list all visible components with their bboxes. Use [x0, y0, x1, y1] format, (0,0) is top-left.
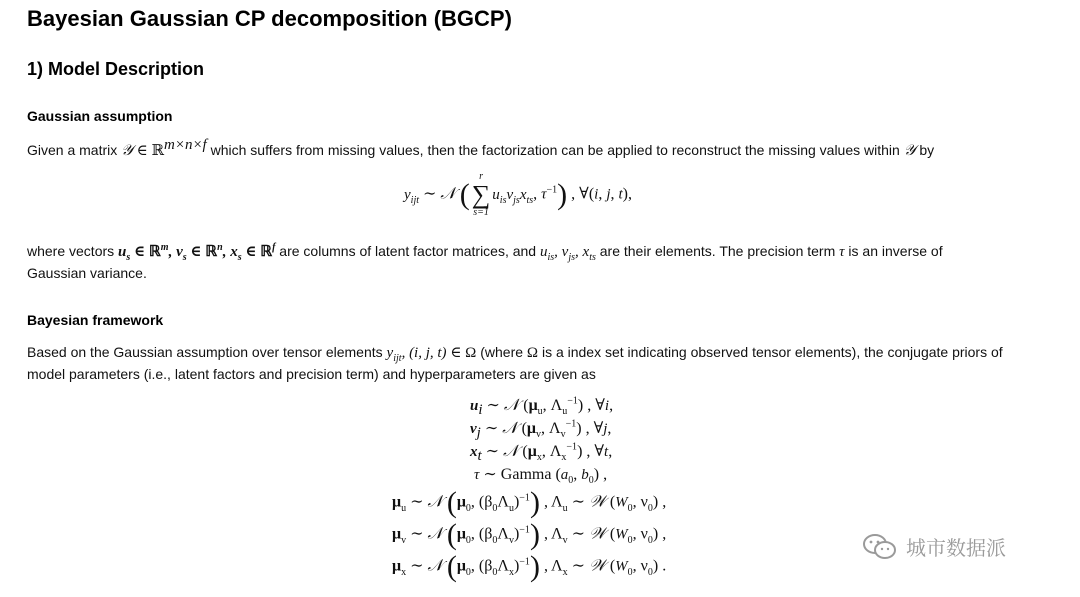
wechat-icon — [862, 533, 898, 561]
gaussian-paragraph-2: where vectors $u_s$ ∈ ℝ$^m$, $v_s$ ∈ ℝ$^n$, $x_s$ ∈ ℝ$^f$ are columns of latent factor matrices, and $u_{is}$, $v_{js}$, $x_{ts}$ are their elements. The precision term τ is an inverse of — [27, 242, 943, 263]
likelihood-equation: $y_{ijt}$ ∼ 𝒩 ( r ∑ s=1 $u_{is}v_{js}x_{ts}$, $\tau^{-1}$) , ∀(i, j, t), — [404, 171, 632, 218]
math-tau: τ — [839, 244, 845, 260]
bayesian-heading: Bayesian framework — [27, 312, 164, 328]
math-omega: Ω — [526, 345, 539, 361]
math-elements: $u_{is}$, $v_{js}$, $x_{ts}$ — [540, 244, 596, 263]
hyperprior-u-equation: $\mu_u$ ∼ 𝒩 ($\mu_0$, $(\beta_0\Lambda_u)^{-1}$) , $\Lambda_u$ ∼ 𝒲 ($W_0$, $\nu_0$) , — [392, 486, 667, 519]
gaussian-paragraph-1: Given a matrix 𝒴 ∈ ℝ$^{m\times n\times f}$ which suffers from missing values, then the factorization can be applied to reconstruct the missing values within 𝒴 by — [27, 137, 935, 159]
gaussian-paragraph-2-line-2: Gaussian variance. — [27, 265, 147, 281]
gaussian-heading: Gaussian assumption — [27, 108, 173, 124]
hyperprior-v-equation: $\mu_v$ ∼ 𝒩 ($\mu_0$, $(\beta_0\Lambda_v)^{-1}$) , $\Lambda_v$ ∼ 𝒲 ($W_0$, $\nu_0$) , — [392, 518, 667, 551]
math-Y-in-R: 𝒴 ∈ ℝ$^{m\times n\times f}$ — [121, 137, 207, 159]
prior-u-equation: $u_i$ ∼ 𝒩 ($\mu_u$, $\Lambda_u^{-1}$) , ∀i, — [470, 395, 614, 419]
math-vectors: $u_s$ ∈ ℝ$^m$, $v_s$ ∈ ℝ$^n$, $x_s$ ∈ ℝ$^f$ — [118, 242, 276, 263]
watermark-text: 城市数据派 — [906, 538, 1006, 560]
hyperprior-x-equation: $\mu_x$ ∼ 𝒩 ($\mu_0$, $(\beta_0\Lambda_x)^{-1}$) , $\Lambda_x$ ∼ 𝒲 ($W_0$, $\nu_0$) . — [392, 550, 667, 583]
section-heading: 1) Model Description — [27, 59, 205, 79]
prior-x-equation: $x_t$ ∼ 𝒩 ($\mu_x$, $\Lambda_x^{-1}$) , ∀t, — [470, 441, 613, 465]
bayesian-paragraph-1-line-2: model parameters (i.e., latent factors and precision term) and hyperparameters are given as — [27, 366, 596, 382]
math-Y: 𝒴 — [903, 141, 916, 159]
page-title: Bayesian Gaussian CP decomposition (BGCP) — [27, 6, 512, 31]
watermark — [862, 532, 1006, 561]
prior-v-equation: $v_j$ ∼ 𝒩 ($\mu_v$, $\Lambda_v^{-1}$) , ∀j, — [470, 418, 612, 442]
bayesian-paragraph-1: Based on the Gaussian assumption over tensor elements $y_{ijt}$, (i, j, t) ∈ Ω (where Ω is a index set indicating observed tensor elements), the conjugate priors of — [27, 344, 1003, 364]
math-observed: $y_{ijt}$, (i, j, t) ∈ Ω — [386, 345, 477, 364]
prior-tau-equation: τ ∼ Gamma ($a_0$, $b_0$) , — [474, 466, 608, 487]
